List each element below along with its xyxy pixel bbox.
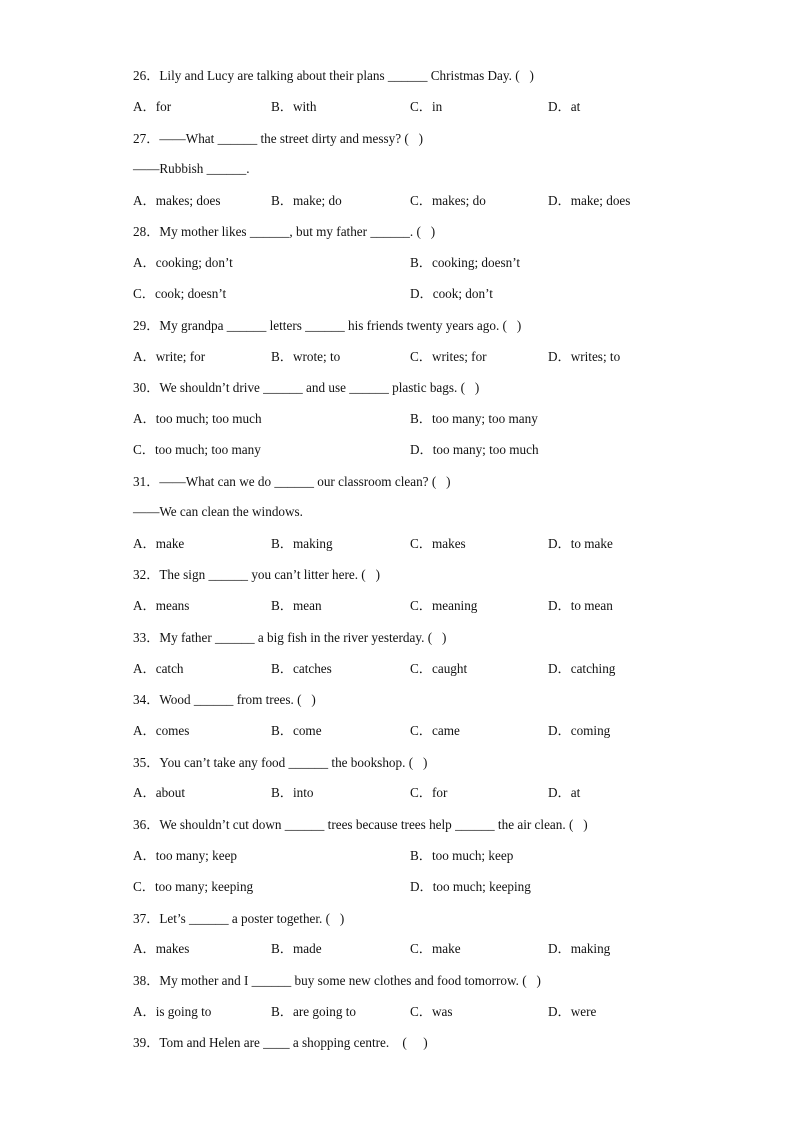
question-35-option-c[interactable]: C．for — [410, 785, 448, 800]
question-30-option-b[interactable]: B．too many; too many — [410, 411, 538, 426]
question-30-stem: 30．We shouldn’t drive ______ and use ______ plastic bags. ( ) — [133, 380, 480, 395]
question-28-option-d[interactable]: D．cook; don’t — [410, 286, 493, 301]
question-37-option-b[interactable]: B．made — [271, 941, 322, 956]
question-33-stem: 33．My father ______ a big fish in the river yesterday. ( ) — [133, 630, 447, 645]
question-30-option-a[interactable]: A．too much; too much — [133, 411, 262, 426]
question-33-option-d[interactable]: D．catching — [548, 661, 616, 676]
question-32-option-a[interactable]: A．means — [133, 598, 190, 613]
question-33-option-b[interactable]: B．catches — [271, 661, 332, 676]
question-32-option-c[interactable]: C．meaning — [410, 598, 478, 613]
question-29-stem: 29．My grandpa ______ letters ______ his friends twenty years ago. ( ) — [133, 318, 522, 333]
question-39-stem: 39．Tom and Helen are ____ a shopping centre. ( ) — [133, 1035, 428, 1050]
question-31-option-a[interactable]: A．make — [133, 536, 185, 551]
question-26-option-a[interactable]: A．for — [133, 99, 172, 114]
question-26-stem: 26．Lily and Lucy are talking about their plans ______ Christmas Day. ( ) — [133, 68, 534, 83]
question-35-option-d[interactable]: D．at — [548, 785, 581, 800]
question-31-option-b[interactable]: B．making — [271, 536, 333, 551]
question-31-reply: ——We can clean the windows. — [133, 504, 303, 519]
question-30-option-d[interactable]: D．too many; too much — [410, 442, 539, 457]
question-38-option-b[interactable]: B．are going to — [271, 1004, 356, 1019]
question-33-option-a[interactable]: A．catch — [133, 661, 184, 676]
question-38-option-d[interactable]: D．were — [548, 1004, 597, 1019]
question-37-option-c[interactable]: C．make — [410, 941, 461, 956]
question-34-option-c[interactable]: C．came — [410, 723, 460, 738]
question-35-option-b[interactable]: B．into — [271, 785, 314, 800]
question-28-stem: 28．My mother likes ______, but my father ______. ( ) — [133, 224, 436, 239]
question-37-option-a[interactable]: A．makes — [133, 941, 190, 956]
question-32-stem: 32．The sign ______ you can’t litter here. ( ) — [133, 567, 380, 582]
question-34-stem: 34．Wood ______ from trees. ( ) — [133, 692, 316, 707]
question-32-option-d[interactable]: D．to mean — [548, 598, 613, 613]
question-36-option-a[interactable]: A．too many; keep — [133, 848, 238, 863]
question-38-stem: 38．My mother and I ______ buy some new clothes and food tomorrow. ( ) — [133, 973, 541, 988]
question-38-option-c[interactable]: C．was — [410, 1004, 453, 1019]
question-26-option-c[interactable]: C．in — [410, 99, 443, 114]
question-32-option-b[interactable]: B．mean — [271, 598, 322, 613]
question-37-stem: 37．Let’s ______ a poster together. ( ) — [133, 911, 345, 926]
question-26-option-b[interactable]: B．with — [271, 99, 317, 114]
question-38-option-a[interactable]: A．is going to — [133, 1004, 212, 1019]
question-29-option-c[interactable]: C．writes; for — [410, 349, 487, 364]
question-34-option-a[interactable]: A．comes — [133, 723, 190, 738]
question-35-stem: 35．You can’t take any food ______ the bookshop. ( ) — [133, 755, 428, 770]
question-30-option-c[interactable]: C．too much; too many — [133, 442, 261, 457]
question-34-option-d[interactable]: D．coming — [548, 723, 611, 738]
question-28-option-b[interactable]: B．cooking; doesn’t — [410, 255, 521, 270]
question-37-option-d[interactable]: D．making — [548, 941, 611, 956]
question-31-option-c[interactable]: C．makes — [410, 536, 466, 551]
question-29-option-a[interactable]: A．write; for — [133, 349, 206, 364]
question-26-option-d[interactable]: D．at — [548, 99, 581, 114]
question-36-option-b[interactable]: B．too much; keep — [410, 848, 514, 863]
question-31-stem: 31．——What can we do ______ our classroom clean? ( ) — [133, 474, 451, 489]
question-27-reply: ——Rubbish ______. — [133, 161, 250, 176]
question-31-option-d[interactable]: D．to make — [548, 536, 613, 551]
question-29-option-d[interactable]: D．writes; to — [548, 349, 621, 364]
question-27-stem: 27．——What ______ the street dirty and messy? ( ) — [133, 131, 424, 146]
question-36-option-d[interactable]: D．too much; keeping — [410, 879, 531, 894]
question-28-option-a[interactable]: A．cooking; don’t — [133, 255, 233, 270]
question-36-stem: 36．We shouldn’t cut down ______ trees because trees help ______ the air clean. ( ) — [133, 817, 588, 832]
question-28-option-c[interactable]: C．cook; doesn’t — [133, 286, 227, 301]
question-27-option-a[interactable]: A．makes; does — [133, 193, 221, 208]
question-27-option-c[interactable]: C．makes; do — [410, 193, 486, 208]
question-27-option-d[interactable]: D．make; does — [548, 193, 631, 208]
question-36-option-c[interactable]: C．too many; keeping — [133, 879, 254, 894]
question-27-option-b[interactable]: B．make; do — [271, 193, 342, 208]
question-35-option-a[interactable]: A．about — [133, 785, 186, 800]
question-34-option-b[interactable]: B．come — [271, 723, 322, 738]
question-29-option-b[interactable]: B．wrote; to — [271, 349, 341, 364]
question-33-option-c[interactable]: C．caught — [410, 661, 468, 676]
